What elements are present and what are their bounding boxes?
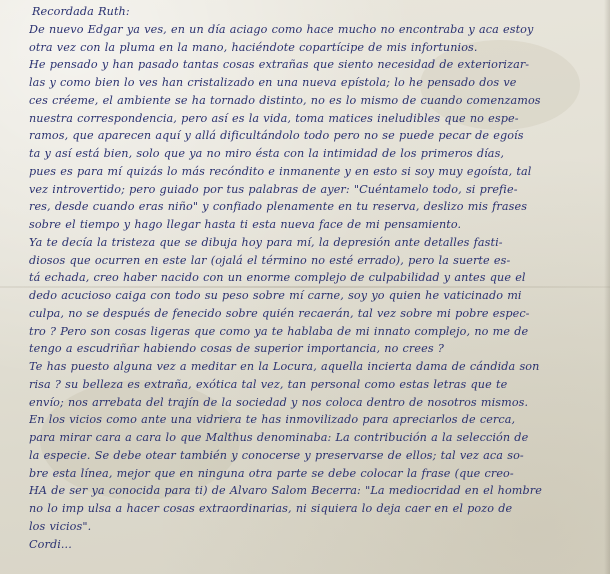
letter-line: otra vez con la pluma en la mano, haciéndote copartícipe de mis infortunios. <box>29 40 478 54</box>
letter-line: res, desde cuando eras niño" y confiado plenamente en tu reserva, deslizo mis frases <box>29 200 528 214</box>
letter-line: culpa, no se después de fenecido sobre quién recaerán, tal vez sobre mi pobre espec- <box>29 306 530 320</box>
letter-line: ces créeme, el ambiente se ha tornado distinto, no es lo mismo de cuando comenzamos <box>29 93 541 107</box>
letter-line: En los vicios como ante una vidriera te has inmovilizado para apreciarlos de cerca, <box>29 413 516 427</box>
letter-line: nuestra correspondencia, pero así es la vida, toma matices ineludibles que no espe- <box>29 111 519 125</box>
letter-line: la especie. Se debe otear también y conocerse y preservarse de ellos; tal vez aca so- <box>29 448 524 462</box>
letter-line: risa ? su belleza es extraña, exótica tal vez, tan personal como estas letras que te <box>29 377 508 391</box>
letter-line: diosos que ocurren en este lar (ojalá el término no esté errado), pero la suerte es- <box>29 253 511 267</box>
letter-line: tá echada, creo haber nacido con un enorme complejo de culpabilidad y antes que el <box>29 271 526 285</box>
letter-line: Te has puesto alguna vez a meditar en la Locura, aquella incierta dama de cándida son <box>29 360 540 373</box>
letter-line: ramos, que aparecen aquí y allá dificultándolo todo pero no se puede pecar de egoís <box>29 129 524 143</box>
letter-line: para mirar cara a cara lo que Malthus denominaba: La contribución a la selección de <box>29 431 529 444</box>
letter-line: HA de ser ya conocida para ti) de Alvaro Salom Becerra: "La mediocridad en el hombre <box>29 484 542 498</box>
letter-line: tro ? Pero son cosas ligeras que como ya te hablaba de mi innato complejo, no me de <box>29 324 529 338</box>
letter-line: no lo imp ulsa a hacer cosas extraordinarias, ni siquiera lo deja caer en el pozo de <box>29 502 513 515</box>
letter-line: vez introvertido; pero guiado por tus palabras de ayer: "Cuéntamelo todo, si prefie- <box>29 182 518 196</box>
letter-line: las y como bien lo ves han cristalizado en una nueva epístola; lo he pensado dos ve <box>29 76 517 89</box>
letter-line: envío; nos arrebata del trajín de la sociedad y nos coloca dentro de nosotros mismos. <box>29 395 529 409</box>
letter-line: tengo a escudriñar habiendo cosas de superior importancia, no crees ? <box>29 342 444 356</box>
letter-body <box>29 3 604 553</box>
letter-line: bre esta línea, mejor que en ninguna otra parte se debe colocar la frase (que creo- <box>29 466 514 480</box>
letter-line: Ya te decía la tristeza que se dibuja hoy para mí, la depresión ante detalles fasti- <box>29 235 503 249</box>
letter-line: De nuevo Edgar ya ves, en un día aciago como hace mucho no encontraba y aca estoy <box>29 22 534 36</box>
letter-line: ta y así está bien, solo que ya no miro ésta con la intimidad de los primeros días, <box>29 147 505 160</box>
letter-closing-partial: Cordi... <box>29 537 72 551</box>
letter-line: He pensado y han pasado tantas cosas extrañas que siento necesidad de exteriorizar- <box>29 58 530 72</box>
letter-line: pues es para mí quizás lo más recóndito e inmanente y en esto si soy muy egoísta, tal <box>29 164 532 178</box>
letter-line: dedo acucioso caiga con todo su peso sobre mí carne, soy yo quien he vaticinado mi <box>29 289 522 302</box>
letter-line: sobre el tiempo y hago llegar hasta ti esta nueva face de mi pensamiento. <box>29 218 462 231</box>
letter-salutation: Recordada Ruth: <box>32 5 130 18</box>
paper-edge-shadow <box>604 0 610 574</box>
letter-line: los vicios". <box>29 519 92 533</box>
